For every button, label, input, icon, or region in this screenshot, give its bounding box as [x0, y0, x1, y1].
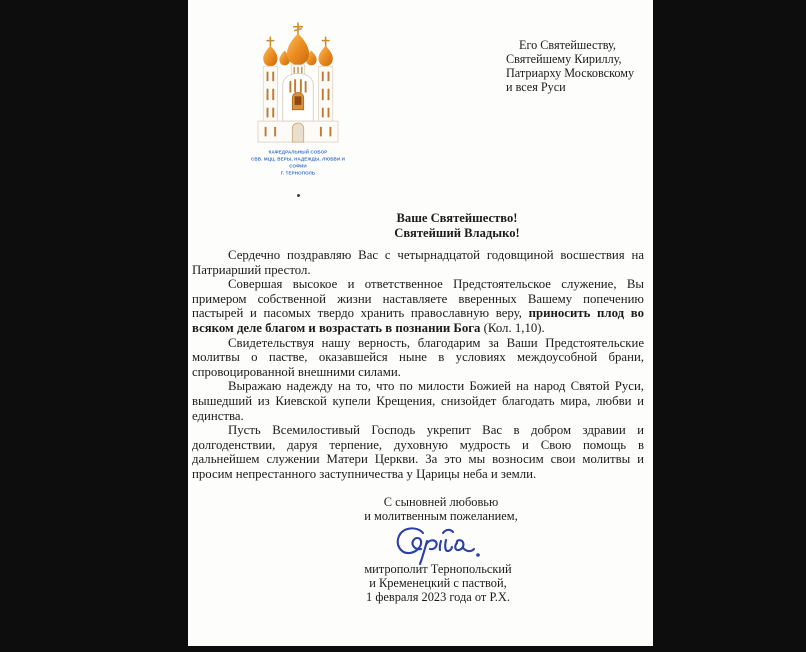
scripture-quote: приносить плод во всяком деле благом и возрастать в познании Бога	[192, 306, 644, 335]
closing-block	[316, 495, 566, 523]
letter-body	[192, 248, 644, 482]
salutation	[367, 211, 547, 241]
closing-line: и молитвенным пожеланием,	[364, 509, 518, 523]
signer-block	[313, 562, 563, 604]
paragraph-ministry	[192, 277, 644, 335]
letterhead-emblem	[223, 22, 373, 197]
paragraph-ministry-text: Совершая высокое и ответственное Предстоятельское служение, Вы примером собственной жизни наставляете вверенных Вашему попечению пастырей и пасомых твердо хранить православную веру,	[192, 277, 644, 321]
paragraph-loyalty: Свидетельствуя нашу верность, благодарим за Ваши Предстоятельские молитвы о пастве, оказавшейся ныне в условиях междоусобной брани, спровоцированной внешними силами.	[192, 335, 644, 379]
emblem-caption-line: СВВ. МЦЦ. ВЕРЫ, НАДЕЖДЫ, ЛЮБВИ И СОФИИ	[251, 157, 345, 169]
paragraph-blessing: Пусть Всемилостивый Господь укрепит Вас в добром здравии и долгоденствии, даруя терпение, духовную мудрость и Свою помощь в дальнейшем служении Матери Церкви. За это мы возносим свои молитвы и просим непрестанного заступничества у Царицы неба и земли.	[192, 423, 644, 481]
emblem-caption	[250, 149, 346, 177]
salutation-line: Святейший Владыко!	[394, 226, 520, 240]
letter-date: 1 февраля 2023 года от Р.Х.	[366, 590, 510, 604]
addressee-line: Патриарху Московскому	[506, 66, 635, 80]
scripture-reference: (Кол. 1,10).	[480, 320, 545, 335]
signer-title: митрополит Тернопольский	[364, 562, 512, 576]
addressee-line: Его Святейшеству,	[519, 38, 616, 52]
emblem-caption-line: Г. ТЕРНОПОЛЬ	[280, 171, 316, 176]
emblem-caption-line: КАФЕДРАЛЬНЫЙ СОБОР	[268, 150, 328, 155]
addressee-line: и всея Руси	[506, 80, 566, 94]
addressee-line: Святейшему Кириллу,	[506, 52, 622, 66]
salutation-line: Ваше Святейшество!	[396, 211, 518, 225]
paragraph-congratulation: Сердечно поздравляю Вас с четырнадцатой годовщиной восшествия на Патриарший престол.	[192, 248, 644, 277]
orthodox-cathedral-icon	[250, 131, 346, 148]
addressee-block	[506, 38, 640, 94]
emblem-dot	[297, 194, 300, 197]
signer-title-2: и Кременецкий с паствой,	[369, 576, 507, 590]
closing-line: С сыновней любовью	[383, 495, 499, 509]
letter-page	[188, 0, 653, 646]
paragraph-hope: Выражаю надежду на то, что по милости Божией на народ Святой Руси, вышедший из Киевской купели Крещения, снизойдет благодать мира, любви и единства.	[192, 379, 644, 423]
